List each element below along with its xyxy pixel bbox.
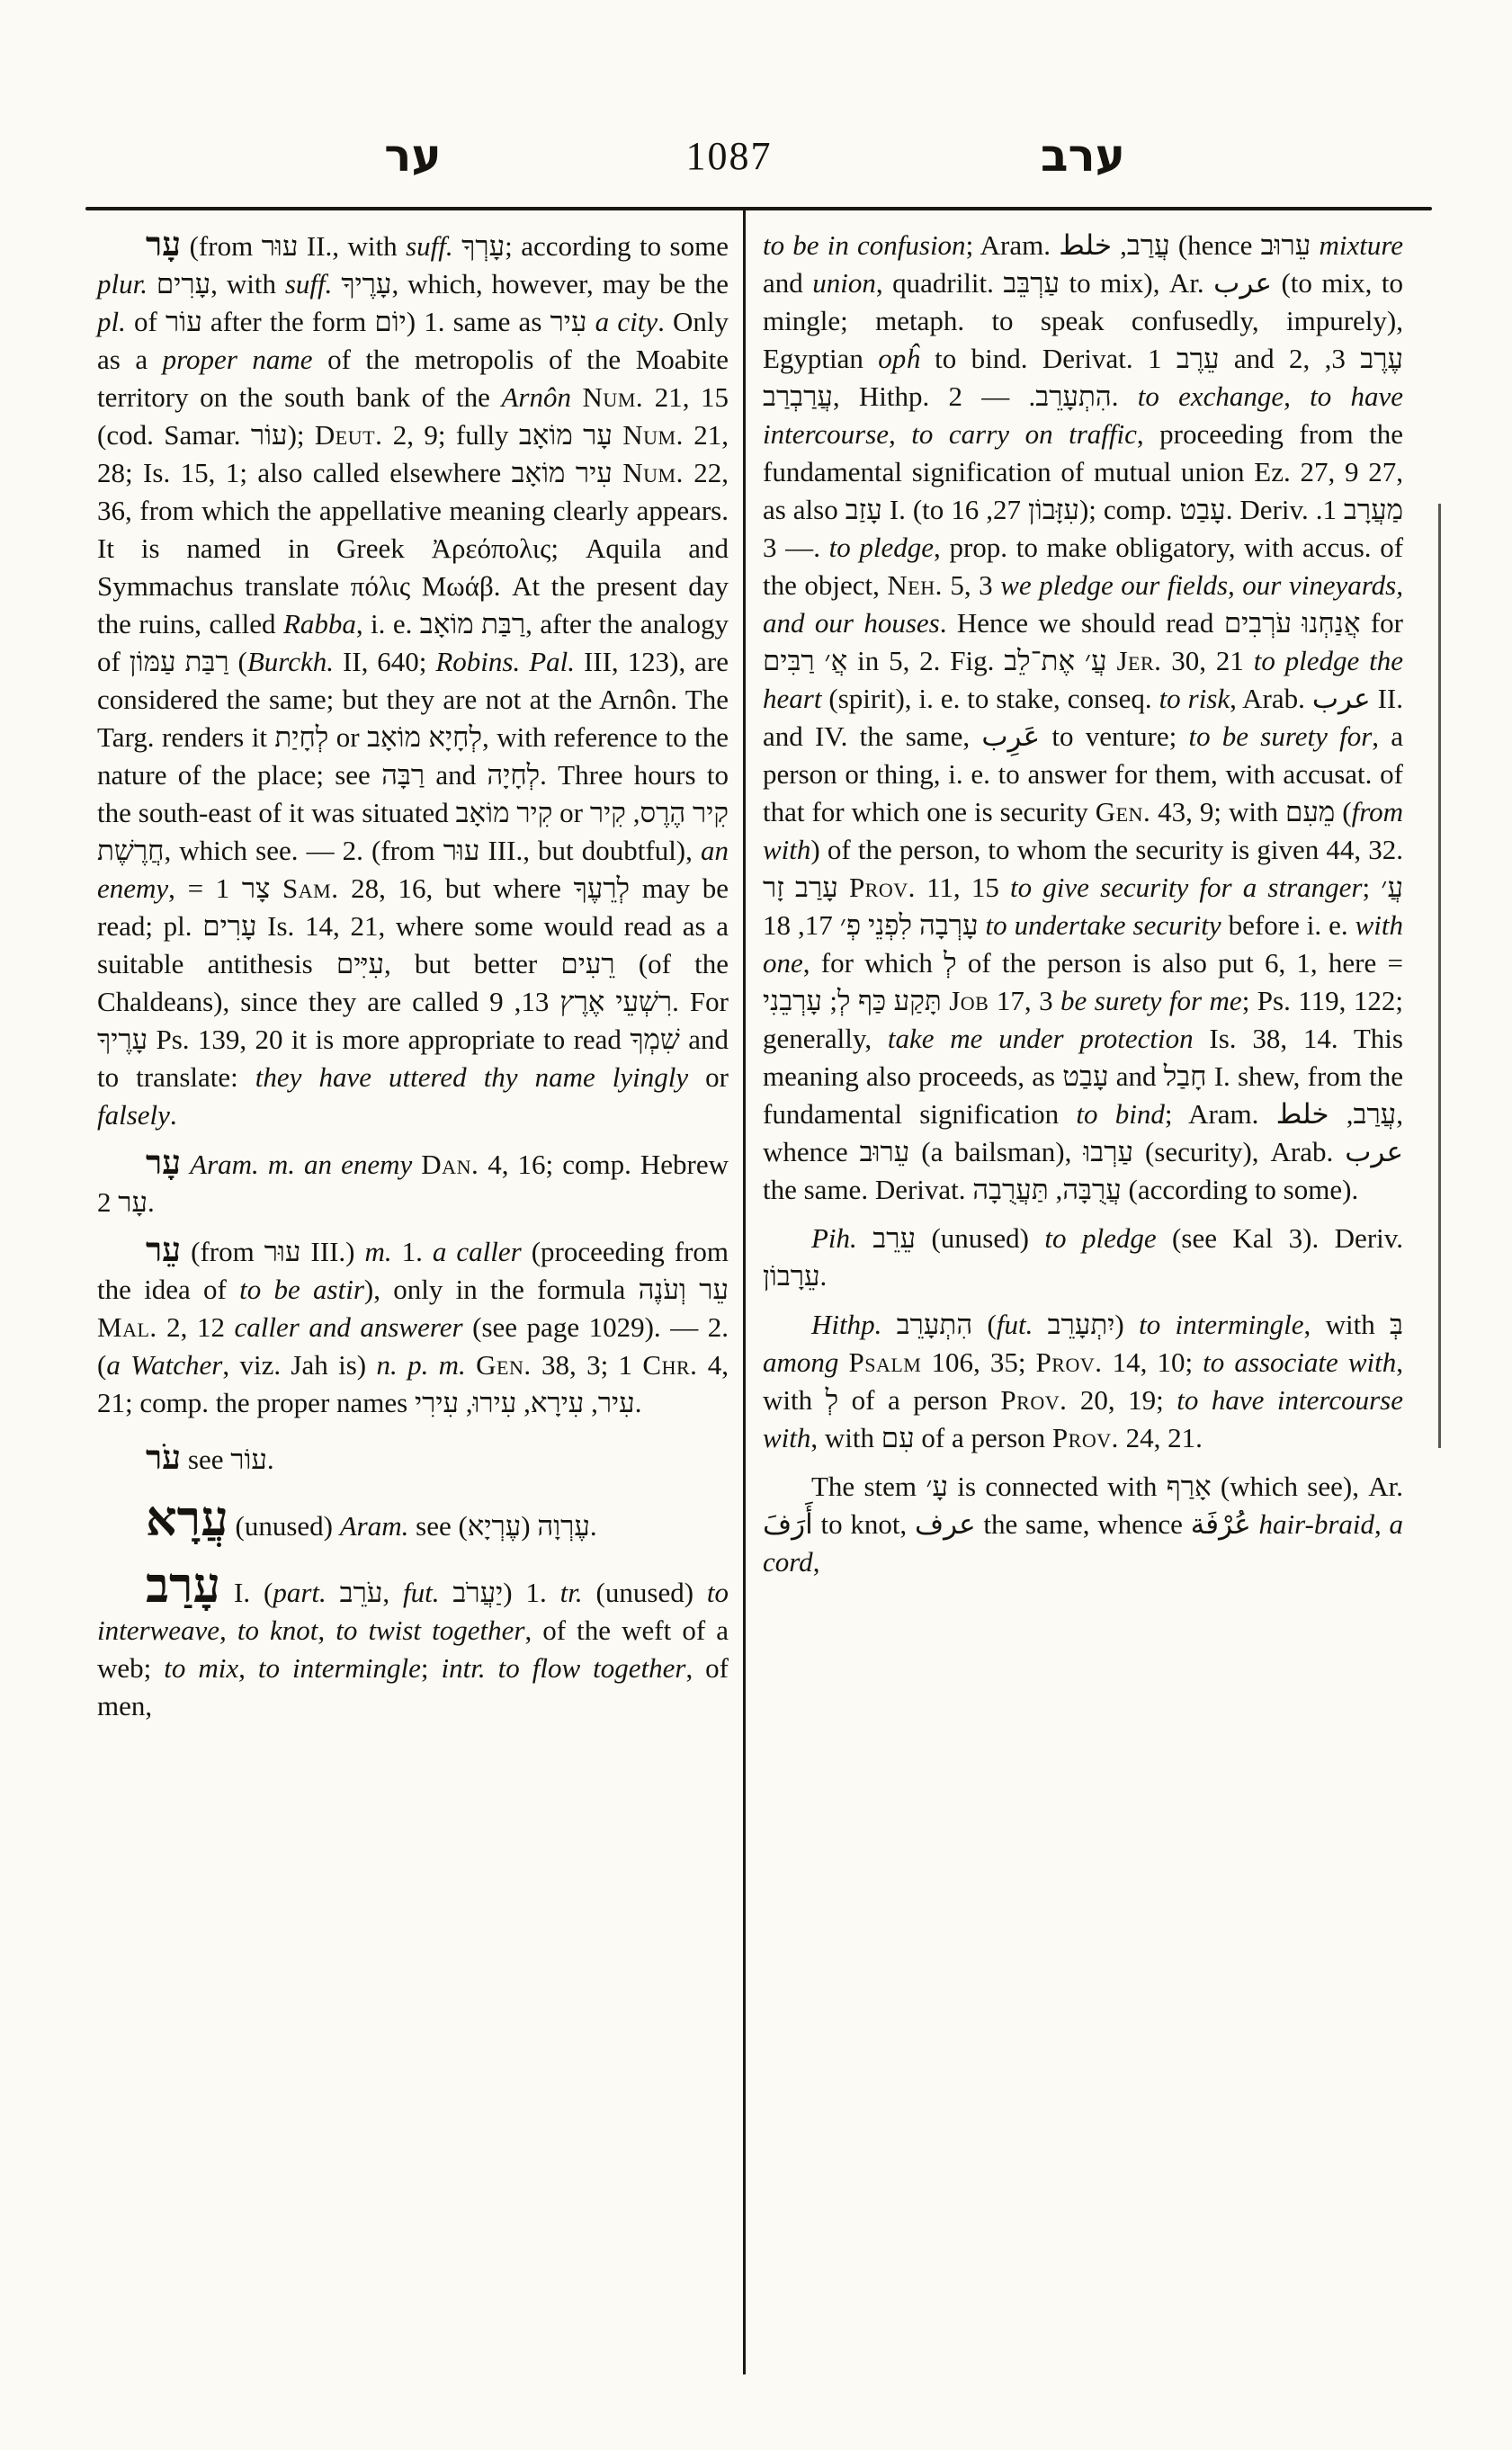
left-column (97, 227, 729, 1725)
entry-paragraph: עָרַב I. (part. עֹרֵב, fut. יַעֲרֹב) 1. tr. (unused) to interweave, to knot, to twist together, of the weft of a web; to mix, to intermingle; intr. to flow together, of men, (97, 1559, 729, 1721)
right-column (763, 227, 1403, 1581)
entry-paragraph: עֹר see עוֹר. (146, 1440, 274, 1477)
entry-paragraph: עֵר (from עוּר III.) m. 1. a caller (proceeding from the idea of to be astir), only in the formula עֵר וְעֹנֶה Mal. 2, 12 caller and answerer (see page 1029). — 2. (a Watcher, viz. Jah is) n. p. m. Gen. 38, 3; 1 Chr. 4, 21; comp. the proper names עִיר, עִירָא, עִירוּ, עִירִי. (97, 1232, 729, 1418)
header-catchword-right: ערב (1041, 130, 1125, 182)
entry-paragraph: עֲרָא (unused) Aram. see עֶרְוָה (עֶרְיָא). (146, 1492, 597, 1546)
entry-paragraph: The stem עָ׳ is connected with אָרַף (which see), Ar. أَرَفَ to knot, عرف the same, whence عُرْفَة hair-braid, a cord, (763, 1471, 1404, 1578)
column-divider-rule (743, 209, 746, 2374)
entry-paragraph: עָר Aram. m. an enemy Dan. 4, 16; comp. Hebrew עָר 2. (97, 1145, 729, 1218)
page-edge-scan-artifact (1438, 504, 1441, 1448)
header-rule (85, 207, 1432, 210)
page-number: 1087 (685, 134, 773, 178)
entry-paragraph: עָר (from עוּר II., with suff. עָרְךָ; according to some plur. עָרִים, with suff. עָרֶיךָ, which, however, may be the pl. of עוֹר after the form יוֹם) 1. same as עִיר a city. Only as a proper name of the metropolis of the Moabite territory on the south bank of the Arnôn Num. 21, 15 (cod. Samar. עוֹר); Deut. 2, 9; fully עָר מוֹאָב Num. 21, 28; Is. 15, 1; also called elsewhere עִיר מוֹאָב Num. 22, 36, from which the appellative meaning clearly appears. It is named in Greek Ἀρεόπολις; Aquila and Symmachus translate πόλις Μωάβ. At the present day the ruins, called Rabba, i. e. רַבַּת מוֹאָב, after the analogy of רַבַּת עַמּוֹן (Burckh. II, 640; Robins. Pal. III, 123), are considered the same; but they are not at the Arnôn. The Targ. renders it לְחָיַת or לְחָיָא מוֹאָב, with reference to the nature of the place; see רַבָּה and לְחָיָה. Three hours to the south-east of it was situated קִיר מוֹאָב or קִיר הֶרֶס, קִיר חֲרֶשֶׁת, which see. — 2. (from עוּר III., but doubtful), an enemy, = צָר 1 Sam. 28, 16, but where לְרֵעֶךָ may be read; pl. עָרִים Is. 14, 21, where some would read as a suitable antithesis עִיִּים, but better רֵעִים (of the Chaldeans), since they are called רִשְׁעֵי אֶרֶץ 13, 9. For עָרֶיךָ Ps. 139, 20 it is more appropriate to read שִׁמְךָ and to translate: they have uttered thy name lyingly or falsely. (97, 227, 729, 1131)
header-catchword-left: ער (384, 130, 442, 182)
entry-paragraph: Pih. עֵרֵב (unused) to pledge (see Kal 3). Deriv. עֵרָבוֹן. (763, 1222, 1403, 1292)
entry-paragraph: to be in confusion; Aram. עֲרַב, خلط (hence עֵרוּב mixture and union, quadrilit. עַרְבֵּב to mix), Ar. عرب (to mix, to mingle; metaph. to speak confusedly, impurely), Egyptian opĥ to bind. Derivat. עֵרֶב 1 and 2, עֶרֶב 3, עֲרַבְרַב, Hithp. הִתְעָרֵב. — 2. to exchange, to have intercourse, to carry on traffic, proceeding from the fundamental signification of mutual union Ez. 27, 9 27, as also עָזַב I. (to עִזָּבוֹן 27, 16); comp. עָבַט. Deriv. מַעֲרָב 1. — 3. to pledge, prop. to make obligatory, with accus. of the object, Neh. 5, 3 we pledge our fields, our vineyards, and our houses. Hence we should read אֲנַחְנוּ עֹרְבִים for אֲ׳ רַבִּים in 5, 2. Fig. עֲ׳ אֶת־לֵב Jer. 30, 21 to pledge the heart (spirit), i. e. to stake, conseq. to risk, Arab. عرب II. and IV. the same, عَرِب to venture; to be surety for, a person or thing, i. e. to answer for them, with accusat. of that for which one is security Gen. 43, 9; with מֵעִם (from with) of the person, to whom the security is given 44, 32. עָרַב זָר Prov. 11, 15 to give security for a stranger; עֲ׳ עָרְבָה לִפְנֵי פְ׳ 17, 18 to undertake security before i. e. with one, for which לְ of the person is also put 6, 1, here = תָּקַע כַּף לְ; עָרְבֵנִי Job 17, 3 be surety for me; Ps. 119, 122; generally, take me under protection Is. 38, 14. This meaning also proceeds, as עָבַט and חָבַל I. shew, from the fundamental signification to bind; Aram. עֲרַב, خلط, whence עֵרוּב (a bailsman), עַרְבוּ (security), Arab. عرب the same. Derivat. עֲרֻבָּה, תַּעֲרֻבָה (according to some). (763, 229, 1404, 1205)
entry-paragraph: Hithp. הִתְעָרֵב (fut. יִתְעָרֵב) to intermingle, with בְּ among Psalm 106, 35; Prov. 14, 10; to associate with, with לְ of a person Prov. 20, 19; to have intercourse with, with עִם of a person Prov. 24, 21. (763, 1309, 1404, 1453)
